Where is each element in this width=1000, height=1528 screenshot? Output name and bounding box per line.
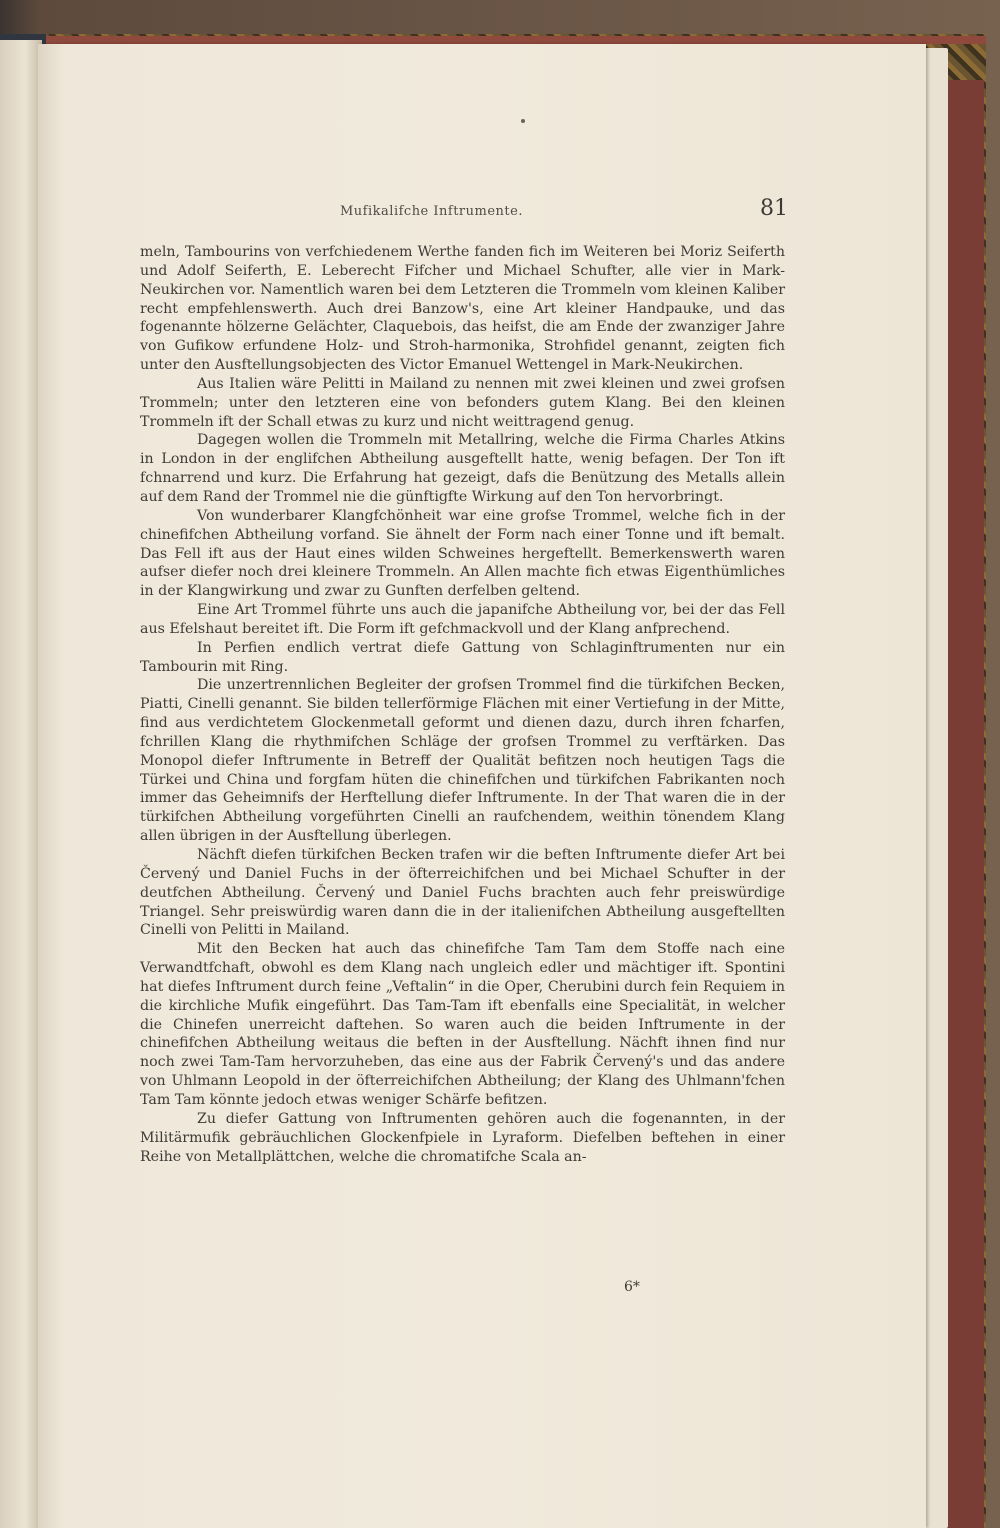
running-head: Mufikalifche Inftrumente. (340, 204, 523, 219)
paragraph: Aus Italien wäre Pelitti in Mailand zu nennen mit zwei kleinen und zwei grofsen Trommeln; unter den letzteren eine von befonders gutem Klang. Bei den kleinen Trommeln ift der Schall etwas zu kurz und nicht weittragend genug. (140, 375, 785, 430)
page-number: 81 (760, 196, 788, 221)
paragraph: meln, Tambourins von verfchiedenem Werthe fanden fich im Weiteren bei Moriz Seiferth und Adolf Seiferth, E. Leberecht Fifcher und Michael Schufter, alle vier in Mark-Neukirchen vor. Namentlich waren bei dem Letzteren die Trommeln vom kleinen Kaliber recht empfehlenswerth. Auch drei Banzow's, eine Art kleiner Handpauke, und das fogenannte hölzerne Gelächter, Claquebois, das heifst, die am Ende der zwanziger Jahre von Gufikow erfundene Holz- und Stroh-harmonika, Strohfidel genannt, zeigten fich unter den Ausftellungsobjecten des Victor Emanuel Wettengel in Mark-Neukirchen. (140, 244, 785, 374)
paragraph: In Perfien endlich vertrat diefe Gattung von Schlaginftrumenten nur ein Tambourin mit Ring. (140, 639, 785, 675)
cover-spine-edge (944, 80, 984, 1528)
paragraph: Zu diefer Gattung von Inftrumenten gehören auch die fogenannten, in der Militärmufik gebräuchlichen Glockenfpiele in Lyraform. Diefelben beftehen in einer Reihe von Metallplättchen, welche die chromatifche Scala an- (140, 1110, 785, 1165)
signature-mark: 6* (624, 1279, 640, 1295)
cover-edge (40, 36, 986, 44)
body-text (140, 243, 785, 1166)
facing-page (0, 40, 42, 1528)
paragraph: Die unzertrennlichen Begleiter der grofsen Trommel find die türkifchen Becken, Piatti, Cinelli genannt. Sie bilden tellerförmige Flächen mit einer Vertiefung in der Mitte, find aus verdichtetem Glockenmetall geformt und dienen dazu, durch ihren fcharfen, fchrillen Klang die rhythmifchen Schläge der grofsen Trommel zu verftärken. Das Monopol diefer Inftrumente in Betreff der Qualität befitzen noch heutigen Tags die Türkei und China und forgfam hüten die chinefifchen und türkifchen Fabrikanten noch immer das Geheimnifs der Herftellung diefer Inftrumente. In der That waren die in der türkifchen Abtheilung vorgeführten Cinelli an raufchendem, weithin tönendem Klang allen übrigen in der Ausftellung überlegen. (140, 677, 785, 845)
paragraph: Dagegen wollen die Trommeln mit Metallring, welche die Firma Charles Atkins in London in der englifchen Abtheilung ausgeftellt hatte, wenig befagen. Der Ton ift fchnarrend und kurz. Die Erfahrung hat gezeigt, dafs die Benützung des Metalls allein auf dem Rand der Trommel nie die günftigfte Wirkung auf den Ton hervorbringt. (140, 432, 785, 505)
paragraph: Eine Art Trommel führte uns auch die japanifche Abtheilung vor, bei der das Fell aus Efelshaut bereitet ift. Die Form ift gefchmackvoll und der Klang anfprechend. (140, 602, 785, 637)
paper-speck (521, 119, 525, 123)
paragraph: Nächft diefen türkifchen Becken trafen wir die beften Inftrumente diefer Art bei Červený und Daniel Fuchs in der öfterreichifchen und bei Michael Schufter in der deutfchen Abtheilung. Červený und Daniel Fuchs brachten auch fehr preiswürdige Triangel. Sehr preiswürdig waren dann die in der italienifchen Abtheilung ausgeftellten Cinelli von Pelitti in Mailand. (140, 847, 785, 939)
paragraph: Mit den Becken hat auch das chinefifche Tam Tam dem Stoffe nach eine Verwandtfchaft, obwohl es dem Klang nach ungleich edler und mächtiger ift. Spontini hat diefes Inftrument durch feine „Veftalin“ in die Oper, Cherubini durch fein Requiem in die kirchliche Mufik eingeführt. Das Tam-Tam ift ebenfalls eine Specialität, in welcher die Chinefen unerreicht daftehen. So waren auch die beiden Inftrumente in der chinefifchen Abtheilung weitaus die beften in der Ausftellung. Nächft ihnen find nur noch zwei Tam-Tam hervorzuheben, das eine aus der Fabrik Červený's und das andere von Uhlmann Leopold in der öfterreichifchen Abtheilung; der Klang des Uhlmann'fchen Tam Tam könnte jedoch etwas weniger Schärfe befitzen. (140, 941, 785, 1108)
paragraph: Von wunderbarer Klangfchönheit war eine grofse Trommel, welche fich in der chinefifchen Abtheilung vorfand. Sie ähnelt der Form nach einer Tonne und ift bemalt. Das Fell ift aus der Haut eines wilden Schweines hergeftellt. Bemerkenswerth waren aufser diefer noch drei kleinere Trommeln. An Allen machte fich etwas Eigenthümliches in der Klangwirkung und zwar zu Gunften derfelben geltend. (140, 507, 785, 600)
